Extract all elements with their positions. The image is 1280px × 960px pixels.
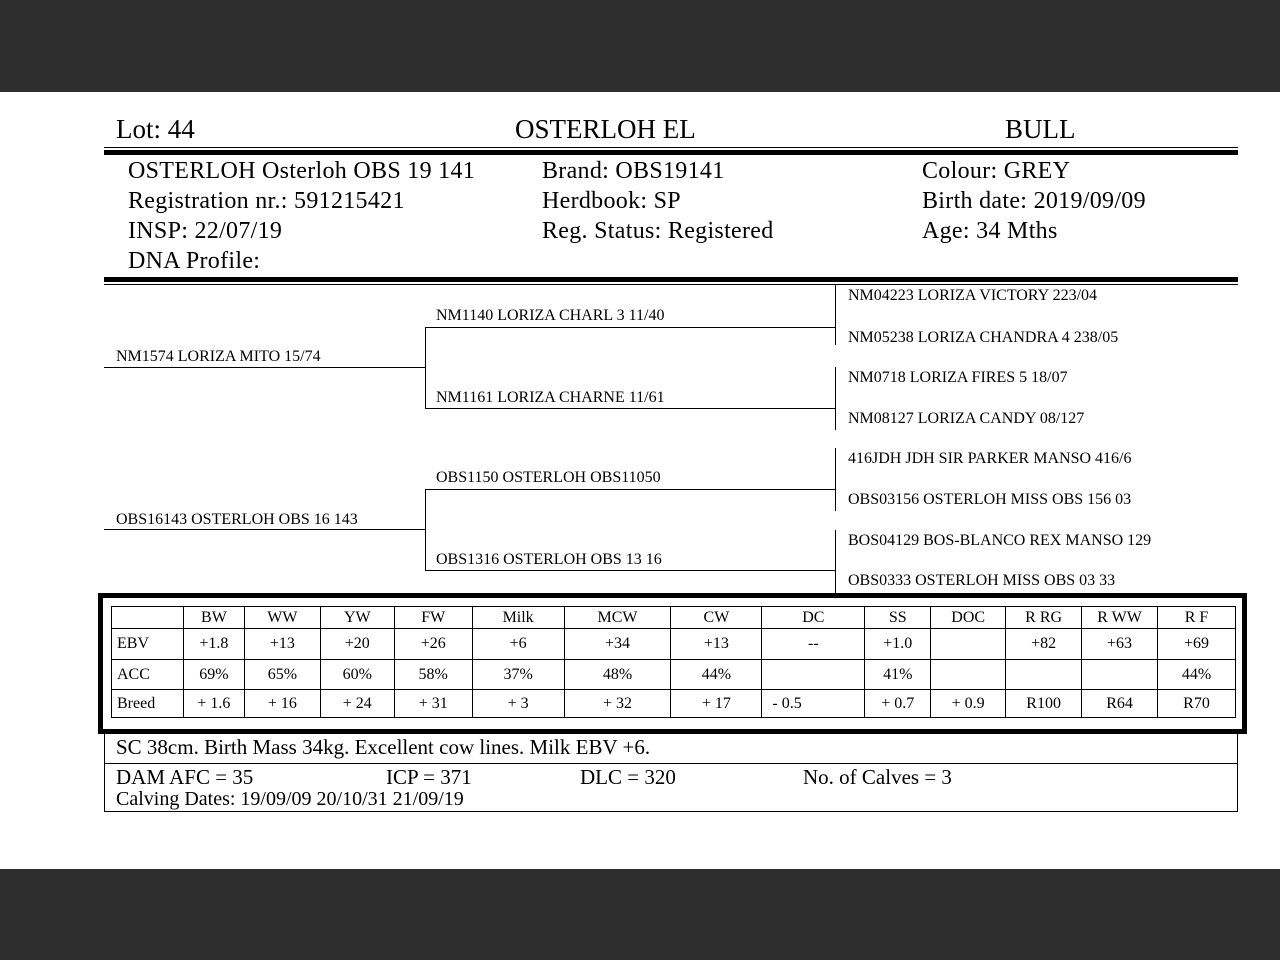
table-cell: +1.8	[183, 629, 244, 660]
table-header-cell: FW	[394, 607, 472, 629]
sire-dam-line	[425, 408, 835, 409]
birth-date: Birth date: 2019/09/09	[922, 188, 1146, 214]
table-header-cell: WW	[244, 607, 320, 629]
table-cell: --	[762, 629, 865, 660]
table-header-cell: DOC	[931, 607, 1006, 629]
ggp-bracket-2	[835, 367, 836, 430]
table-cell: 41%	[865, 660, 931, 690]
dam-afc: DAM AFC = 35	[116, 765, 254, 789]
pedigree-ggp: OBS0333 OSTERLOH MISS OBS 03 33	[848, 572, 1116, 589]
pedigree-ggp: BOS04129 BOS-BLANCO REX MANSO 129	[848, 532, 1152, 549]
table-cell: +26	[394, 629, 472, 660]
ggp-bracket-4	[835, 530, 836, 593]
info-rule-thin	[104, 284, 1238, 285]
notes-divider	[105, 763, 1237, 764]
dam-bracket	[425, 489, 426, 571]
table-header-cell: MCW	[564, 607, 671, 629]
table-cell: R100	[1006, 690, 1082, 718]
catalogue-sheet	[0, 92, 1280, 869]
inspection-date: INSP: 22/07/19	[128, 218, 283, 244]
full-name: OSTERLOH Osterloh OBS 19 141	[128, 158, 476, 184]
table-header-cell: YW	[320, 607, 394, 629]
table-cell	[762, 660, 865, 690]
table-header-cell: BW	[183, 607, 244, 629]
pedigree-sire-sire: NM1140 LORIZA CHARL 3 11/40	[436, 307, 665, 324]
table-row	[112, 660, 1236, 690]
table-header-cell	[112, 607, 184, 629]
ebv-table-frame	[98, 593, 1247, 734]
brand: Brand: OBS19141	[542, 158, 725, 184]
table-header-cell: DC	[762, 607, 865, 629]
ggp-bracket-1	[835, 285, 836, 345]
table-cell: R70	[1158, 690, 1236, 718]
info-rule-thick	[104, 277, 1238, 282]
table-cell: + 24	[320, 690, 394, 718]
table-row	[112, 690, 1236, 718]
sire-sire-line	[425, 327, 835, 328]
pedigree-dam: OBS16143 OSTERLOH OBS 16 143	[116, 511, 358, 528]
table-cell: +69	[1158, 629, 1236, 660]
table-cell: +82	[1006, 629, 1082, 660]
icp: ICP = 371	[386, 765, 472, 789]
table-cell	[931, 629, 1006, 660]
pedigree-sire: NM1574 LORIZA MITO 15/74	[116, 348, 321, 365]
table-cell: +6	[472, 629, 564, 660]
table-cell: + 17	[671, 690, 762, 718]
table-cell: 65%	[244, 660, 320, 690]
colour: Colour: GREY	[922, 158, 1071, 184]
table-cell: 48%	[564, 660, 671, 690]
pedigree-ggp: 416JDH JDH SIR PARKER MANSO 416/6	[848, 450, 1132, 467]
table-header-cell: R WW	[1082, 607, 1158, 629]
table-header-cell: CW	[671, 607, 762, 629]
table-cell: R64	[1082, 690, 1158, 718]
table-cell: + 16	[244, 690, 320, 718]
sire-line	[104, 367, 425, 368]
table-cell	[1006, 660, 1082, 690]
table-header-cell: SS	[865, 607, 931, 629]
table-cell: + 32	[564, 690, 671, 718]
dna-profile: DNA Profile:	[128, 248, 261, 274]
pedigree-ggp: NM0718 LORIZA FIRES 5 18/07	[848, 369, 1068, 386]
comment: SC 38cm. Birth Mass 34kg. Excellent cow lines. Milk EBV +6.	[116, 735, 651, 759]
table-cell	[931, 660, 1006, 690]
table-cell: 58%	[394, 660, 472, 690]
pedigree-sire-dam: NM1161 LORIZA CHARNE 11/61	[436, 389, 665, 406]
table-cell: 37%	[472, 660, 564, 690]
table-cell: + 31	[394, 690, 472, 718]
animal-sex: BULL	[1005, 114, 1076, 144]
table-row	[112, 629, 1236, 660]
table-header-cell: R RG	[1006, 607, 1082, 629]
table-cell: +13	[244, 629, 320, 660]
table-cell: +1.0	[865, 629, 931, 660]
ggp-bracket-3	[835, 448, 836, 511]
dlc: DLC = 320	[580, 765, 676, 789]
table-cell: +20	[320, 629, 394, 660]
dam-dam-line	[425, 570, 835, 571]
notes-box	[104, 732, 1238, 812]
table-cell: + 3	[472, 690, 564, 718]
pedigree-ggp: NM04223 LORIZA VICTORY 223/04	[848, 287, 1098, 304]
header-rule-thin	[104, 147, 1238, 148]
registration-status: Reg. Status: Registered	[542, 218, 774, 244]
header-rule-thick	[104, 150, 1238, 155]
pedigree-ggp: OBS03156 OSTERLOH MISS OBS 156 03	[848, 491, 1132, 508]
table-header-cell: R F	[1158, 607, 1236, 629]
pedigree-dam-sire: OBS1150 OSTERLOH OBS11050	[436, 469, 661, 486]
dam-sire-line	[425, 489, 835, 490]
ebv-table	[111, 606, 1236, 718]
ebv-header-row	[112, 607, 1236, 629]
pedigree-ggp: NM08127 LORIZA CANDY 08/127	[848, 410, 1085, 427]
sire-bracket	[425, 327, 426, 409]
table-cell: +63	[1082, 629, 1158, 660]
table-cell: 69%	[183, 660, 244, 690]
pedigree-ggp: NM05238 LORIZA CHANDRA 4 238/05	[848, 329, 1119, 346]
table-cell: 44%	[671, 660, 762, 690]
table-cell: - 0.5	[762, 690, 865, 718]
table-cell: 44%	[1158, 660, 1236, 690]
table-cell: +34	[564, 629, 671, 660]
pedigree-dam-dam: OBS1316 OSTERLOH OBS 13 16	[436, 551, 662, 568]
row-label: Breed	[112, 690, 184, 718]
calving-dates: Calving Dates: 19/09/09 20/10/31 21/09/19	[116, 788, 464, 810]
table-cell: + 0.9	[931, 690, 1006, 718]
animal-name: OSTERLOH EL	[515, 114, 696, 144]
dam-line	[104, 529, 425, 530]
age: Age: 34 Mths	[922, 218, 1058, 244]
row-label: ACC	[112, 660, 184, 690]
table-cell: + 1.6	[183, 690, 244, 718]
table-cell: + 0.7	[865, 690, 931, 718]
number-of-calves: No. of Calves = 3	[803, 765, 952, 789]
table-header-cell: Milk	[472, 607, 564, 629]
table-cell: 60%	[320, 660, 394, 690]
table-cell	[1082, 660, 1158, 690]
row-label: EBV	[112, 629, 184, 660]
registration-number: Registration nr.: 591215421	[128, 188, 405, 214]
table-cell: +13	[671, 629, 762, 660]
herdbook: Herdbook: SP	[542, 188, 681, 214]
lot-number: Lot: 44	[116, 114, 195, 144]
